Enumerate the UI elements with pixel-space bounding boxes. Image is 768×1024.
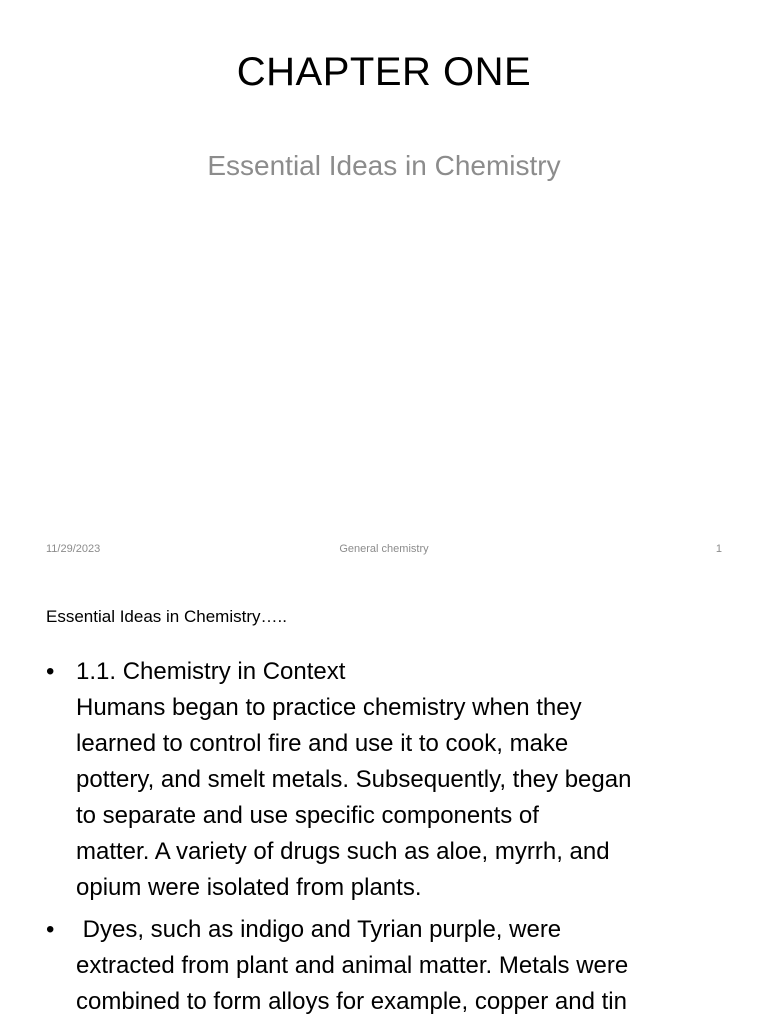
bullet-line: Humans began to practice chemistry when they [76, 694, 582, 721]
slide-title: CHAPTER ONE [236, 50, 532, 94]
slide-subtitle: Essential Ideas in Chemistry [207, 150, 561, 181]
bullet-list [46, 654, 726, 1024]
slide-2 [0, 576, 768, 1024]
bullet-line: pottery, and smelt metals. Subsequently, they began [76, 766, 632, 793]
footer-page-number: 1 [715, 543, 722, 555]
slide-heading: Essential Ideas in Chemistry….. [46, 607, 287, 626]
bullet-item [46, 912, 726, 1020]
bullet-dot-icon: • [46, 916, 55, 943]
bullet-line: Dyes, such as indigo and Tyrian purple, were [76, 916, 562, 943]
bullet-line: to separate and use specific components of [76, 802, 539, 829]
bullet-line: learned to control fire and use it to cook, make [76, 730, 569, 757]
footer-title: General chemistry [339, 543, 429, 555]
footer-date: 11/29/2023 [46, 543, 101, 555]
bullet-line: matter. A variety of drugs such as aloe, myrrh, and [76, 838, 610, 865]
bullet-dot-icon: • [46, 658, 55, 685]
bullet-item [46, 654, 726, 906]
bullet-line: combined to form alloys for example, copper and tin [76, 988, 627, 1015]
bullet-line: opium were isolated from plants. [76, 874, 422, 901]
bullet-line: extracted from plant and animal matter. Metals were [76, 952, 629, 979]
bullet-line: 1.1. Chemistry in Context [76, 658, 346, 685]
